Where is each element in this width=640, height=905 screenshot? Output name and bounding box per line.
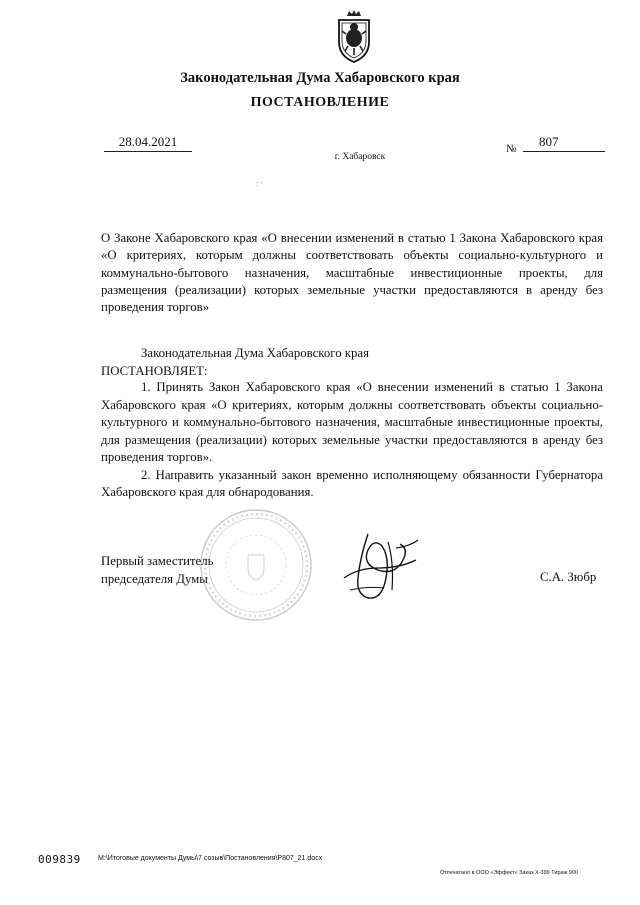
stray-mark: : · xyxy=(256,179,263,188)
handwritten-signature-icon xyxy=(338,528,438,604)
signatory-name: С.А. Зюбр xyxy=(540,570,597,584)
preamble-resolves: ПОСТАНОВЛЯЕТ: xyxy=(101,363,208,378)
resolution-items xyxy=(101,379,603,502)
signatory-title xyxy=(101,552,213,588)
resolution-item-1: 1. Принять Закон Хабаровского края «О внесении изменений в статью 1 Закона Хабаровского края «О критериях, которым должны соответствовать объекты социально-культурного и коммунально-бытового назначения, масштабные инвестиционные проекты, для размещения (реализации) которых земельные участки предоставляются в аренду без проведения торгов». xyxy=(101,380,603,464)
preamble xyxy=(101,345,603,380)
footer-file-path: М:\Итоговые документы Думы\7 созыв\Постановления\P807_21.docx xyxy=(98,855,323,862)
signatory-title-line-2: председателя Думы xyxy=(101,572,208,586)
document-date: 28.04.2021 xyxy=(104,134,192,152)
document-subject: О Законе Хабаровского края «О внесении изменений в статью 1 Закона Хабаровского края «О критериях, которым должны соответствовать объекты социально-культурного и коммунально-бытового назначения, масштабные инвестиционные проекты, для размещения (реализации) которых земельные участки предоставляются в аренду без проведения торгов» xyxy=(101,231,603,315)
official-seal-icon xyxy=(196,505,316,625)
signatory-title-line-1: Первый заместитель xyxy=(101,554,214,568)
number-sign: № xyxy=(506,143,517,155)
resolution-item-2: 2. Направить указанный закон временно исполняющему обязанности Губернатора Хабаровского края для обнародования. xyxy=(101,467,603,499)
preamble-body: Законодательная Дума Хабаровского края xyxy=(141,346,369,360)
document-type-title: ПОСТАНОВЛЕНИЕ xyxy=(250,95,390,110)
khabarovsk-krai-coat-of-arms-icon xyxy=(333,8,375,64)
document-number: 807 xyxy=(523,134,605,152)
footer-code: 009839 xyxy=(38,853,81,866)
footer-printing-info: Отпечатано в ООО «Эффект» Заказ Х-399 Тираж 900 xyxy=(440,870,578,876)
organization-title: Законодательная Дума Хабаровского края xyxy=(180,70,460,86)
document-city: г. Хабаровск xyxy=(334,152,386,162)
